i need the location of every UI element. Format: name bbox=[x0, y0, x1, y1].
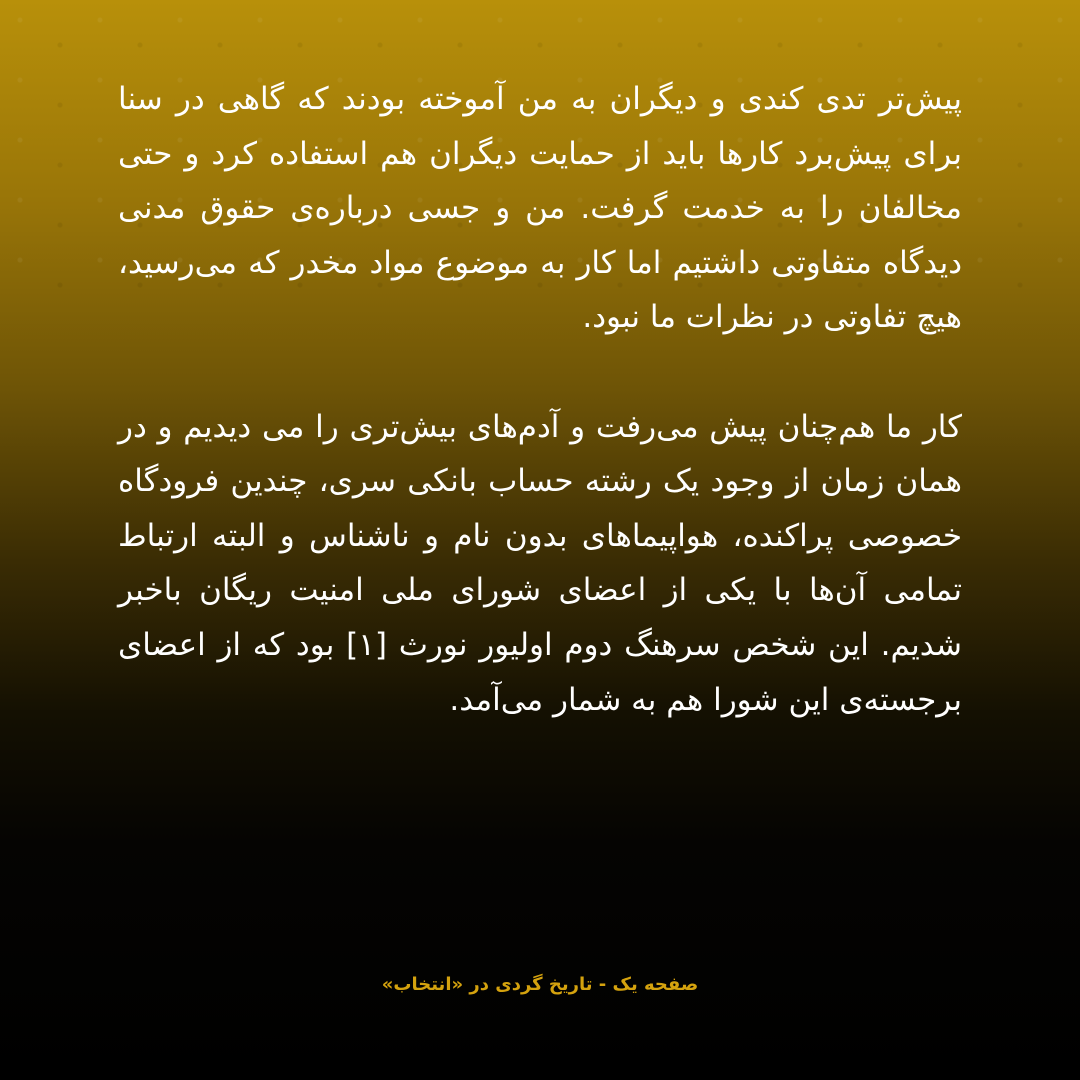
paragraph-2: کار ما هم‌چنان پیش می‌رفت و آدم‌های بیش‌تری را می دیدیم و در همان زمان از وجود یک رشته حساب بانکی سری، چندین فرودگاه خصوصی پراکنده، هواپیماهای بدون نام و ناشناس و البته ارتباط تمامی آن‌ها با یکی از اعضای شورای ملی امنیت ریگان باخبر شدیم. این شخص سرهنگ دوم اولیور نورث [۱] بود که از اعضای برجسته‌ی این شورا هم به شمار می‌آمد. bbox=[118, 408, 962, 718]
paragraph-1: پیش‌تر تدی کندی و دیگران به من آموخته بودند که گاهی در سنا برای پیش‌برد کارها باید از حمایت دیگران هم استفاده کرد و حتی مخالفان را به خدمت گرفت. من و جسی درباره‌ی حقوق مدنی دیدگاه متفاوتی داشتیم اما کار به موضوع مواد مخدر که می‌رسید، هیچ تفاوتی در نظرات ما نبود. bbox=[118, 81, 962, 336]
paragraph-spacer bbox=[118, 345, 962, 400]
page-footer: صفحه یک - تاریخ گردی در «انتخاب» bbox=[381, 974, 699, 995]
article-body bbox=[118, 72, 962, 727]
